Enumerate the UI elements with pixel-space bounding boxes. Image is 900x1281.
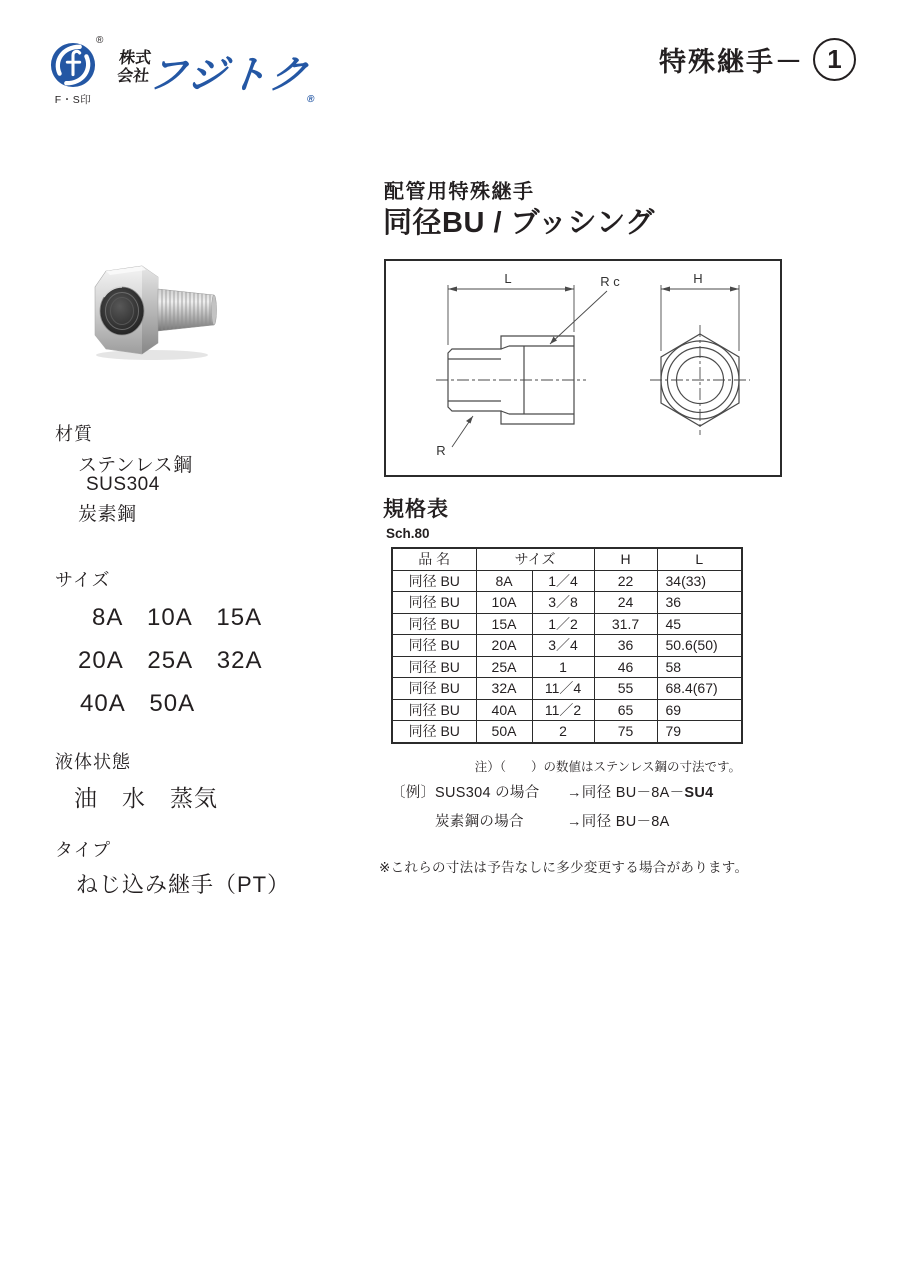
table-row: 同径 BU 15A 1／2 31.7 45 — [392, 613, 742, 635]
ordering-example-line1 — [391, 781, 714, 802]
example-label: 〔例〕 — [391, 785, 436, 801]
col-header-size: サイズ — [476, 548, 594, 570]
table-row: 同径 BU 25A 1 46 58 — [392, 656, 742, 678]
page-header-title — [659, 38, 856, 81]
product-photo — [90, 259, 225, 361]
liquid-value: 油 水 蒸気 — [74, 785, 218, 811]
page-number-badge: 1 — [813, 38, 856, 81]
col-header-name: 品 名 — [392, 548, 476, 570]
table-row: 同径 BU 32A 11／4 55 68.4(67) — [392, 678, 742, 700]
registered-mark-icon: ® — [306, 94, 317, 105]
table-header-row — [392, 548, 742, 570]
size-row: 40A 50A — [80, 690, 196, 717]
ordering-example-line2 — [391, 810, 670, 831]
spec-table-schedule: Sch.80 — [386, 526, 430, 541]
fs-mark-label: F・S印 — [54, 94, 92, 106]
table-row: 同径 BU 40A 11／2 65 69 — [392, 699, 742, 721]
dim-label-l: L — [504, 271, 512, 286]
company-prefix-line1: 株式 — [118, 50, 152, 67]
company-prefix-line2: 会社 — [116, 68, 151, 86]
page-title-text: 特殊継手－ — [659, 47, 804, 77]
company-name: フジトク$_®$ — [145, 54, 317, 105]
table-row: 同径 BU 10A 3／8 24 36 — [392, 592, 742, 614]
spec-table — [391, 547, 743, 744]
example-case: SUS304 の場合 — [435, 785, 540, 801]
registered-mark-icon: ® — [96, 35, 104, 46]
table-row: 同径 BU 20A 3／4 36 50.6(50) — [392, 635, 742, 657]
example-case: 炭素鋼の場合 — [435, 814, 524, 830]
material-item: 炭素鋼 — [78, 504, 137, 525]
table-note: 注）（ ）の数値はステンレス鋼の寸法です。 — [474, 760, 741, 774]
type-heading: タイプ — [55, 840, 112, 860]
type-value: ねじ込み継手（PT） — [76, 872, 291, 897]
dim-label-r: R — [436, 443, 446, 458]
product-category: 配管用特殊継手 — [384, 181, 535, 203]
col-header-l: L — [657, 548, 742, 570]
material-item: SUS304 — [86, 474, 160, 495]
spec-table-title: 規格表 — [383, 498, 449, 521]
example-result: →同径 BU－8A — [567, 814, 670, 830]
dimensions-footnote: ※これらの寸法は予告なしに多少変更する場合があります。 — [379, 860, 749, 875]
size-row: 20A 25A 32A — [78, 647, 263, 674]
table-row: 同径 BU 8A 1／4 22 34(33) — [392, 570, 742, 592]
liquid-heading: 液体状態 — [55, 752, 131, 772]
col-header-h: H — [594, 548, 657, 570]
example-result-suffix: SU4 — [684, 785, 714, 801]
material-heading: 材質 — [55, 424, 93, 444]
product-title: 同径BU / ブッシング — [383, 207, 655, 239]
size-heading: サイズ — [55, 570, 111, 590]
company-logo — [30, 30, 320, 120]
example-result: →同径 BU－8A－SU4 — [567, 785, 714, 801]
dim-label-h: H — [693, 271, 703, 286]
table-row: 同径 BU 50A 2 75 79 — [392, 721, 742, 743]
material-item: ステンレス鋼 — [78, 455, 193, 476]
dim-label-rc: R c — [600, 274, 620, 289]
fs-logo-icon — [50, 42, 96, 88]
size-row: 8A 10A 15A — [92, 604, 263, 631]
technical-drawing — [384, 259, 782, 477]
